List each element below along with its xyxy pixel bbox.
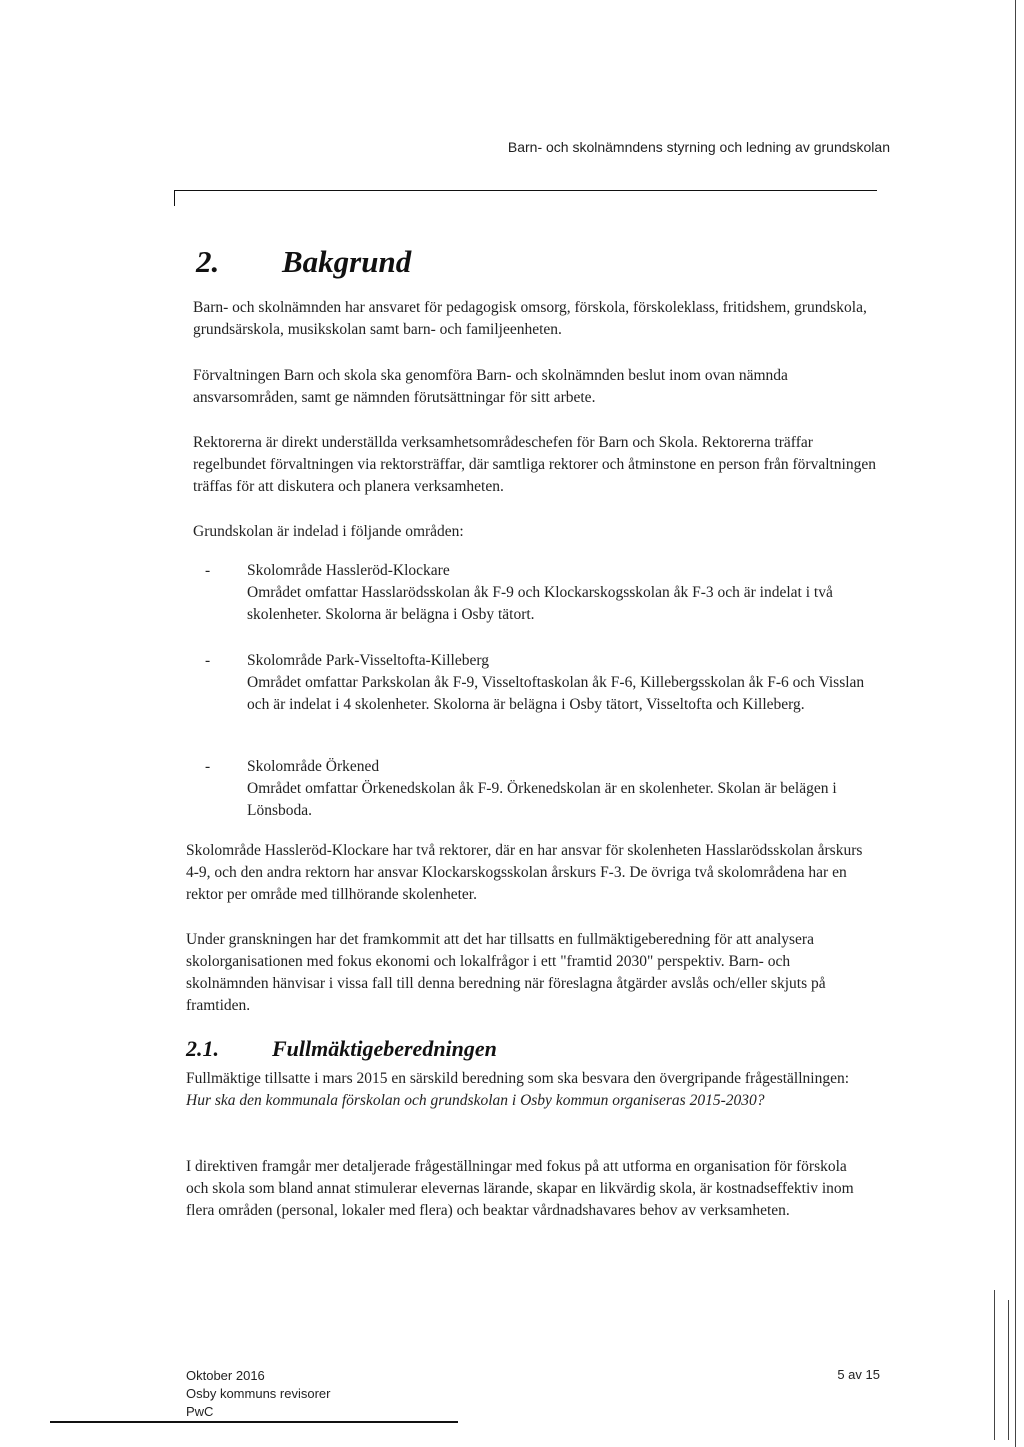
paragraph-administration: Förvaltningen Barn och skola ska genomföra Barn- och skolnämnden beslut inom ovan nämnda ansvarsområden, samt ge nämnden förutsättningar för sitt arbete. (193, 367, 788, 406)
paragraph-review-finding: Under granskningen har det framkommit att det har tillsatts en fullmäktigeberedning för att analysera skolorganisationen med fokus ekonomi och lokalfrågor i ett "framtid 2030" perspektiv. Barn- och skolnämnden hänvisar i vissa fall till denna beredning när föreslagna åtgärder avslås och/eller skjuts på framtiden. (186, 931, 826, 1014)
list-dash: - (205, 758, 211, 775)
area-description: Området omfattar Parkskolan åk F-9, Visseltoftaskolan åk F-6, Killebergsskolan åk F-6 och Visslan och är indelat i 4 skolenheter. Skolorna är belägna i Osby tätort, Visseltofta och Killeberg. (247, 674, 865, 713)
area-name: Skolområde Hassleröd-Klockare (247, 562, 450, 579)
footer-firm: PwC (186, 1404, 214, 1419)
section-heading (196, 244, 411, 280)
area-name: Skolområde Örkened (247, 758, 380, 775)
footer-org: Osby kommuns revisorer (186, 1386, 331, 1401)
scan-edge-line (1008, 1300, 1009, 1440)
list-dash: - (205, 562, 211, 579)
scan-edge-line (1015, 0, 1016, 1447)
subsection-number: 2.1. (186, 1036, 219, 1061)
section-title: Bakgrund (282, 244, 412, 279)
page-number: 5 av 15 (837, 1367, 880, 1382)
committee-lead: Fullmäktige tillsatte i mars 2015 en särskild beredning som ska besvara den övergripande frågeställningen: (186, 1070, 850, 1087)
paragraph-directives: I direktiven framgår mer detaljerade frågeställningar med fokus på att utforma en organisation för förskola och skola som bland annat stimulerar elevernas lärande, skapar en likvärdig skola, är kostnadseffektiv inom flera områden (personal, lokaler med flera) och beaktar vårdnadshavares behov av verksamheten. (186, 1158, 854, 1219)
footer-date: Oktober 2016 (186, 1368, 265, 1383)
committee-question: Hur ska den kommunala förskolan och grundskolan i Osby kommun organiseras 2015-2030? (186, 1092, 765, 1109)
section-number: 2. (196, 244, 220, 279)
paragraph-responsibility: Barn- och skolnämnden har ansvaret för pedagogisk omsorg, förskola, förskoleklass, fritidshem, grundskola, grundsärskola, musikskolan samt barn- och familjeenheten. (193, 299, 867, 338)
footer-rule (50, 1421, 458, 1423)
header-rule-tick (174, 190, 175, 206)
paragraph-areas-intro: Grundskolan är indelad i följande områden: (193, 523, 464, 540)
list-dash: - (205, 652, 211, 669)
subsection-heading (186, 1036, 497, 1062)
scan-edge-line (994, 1290, 995, 1440)
paragraph-principals: Rektorerna är direkt underställda verksamhetsområdeschefen för Barn och Skola. Rektorerna träffar regelbundet förvaltningen via rektorsträffar, där samtliga rektorer och åtminstone en person från förvaltningen träffas för att diskutera och planera verksamheten. (193, 434, 876, 495)
area-description: Området omfattar Örkenedskolan åk F-9. Örkenedskolan är en skolenheter. Skolan är belägen i Lönsboda. (247, 780, 837, 819)
paragraph-area-principals: Skolområde Hassleröd-Klockare har två rektorer, där en har ansvar för skolenheten Hasslarödsskolan årskurs 4-9, och den andra rektorn har ansvar Klockarskogsskolan årskurs F-3. De övriga två skolområdena har en rektor per område med tillhörande skolenheter. (186, 842, 863, 903)
area-name: Skolområde Park-Visseltofta-Killeberg (247, 652, 489, 669)
running-header: Barn- och skolnämndens styrning och ledning av grundskolan (507, 139, 890, 155)
header-rule (174, 190, 877, 191)
subsection-title: Fullmäktigeberedningen (272, 1036, 497, 1061)
paragraph-committee (186, 1068, 871, 1112)
area-description: Området omfattar Hasslarödsskolan åk F-9 och Klockarskogsskolan åk F-3 och är indelat i två skolenheter. Skolorna är belägna i Osby tätort. (247, 584, 833, 623)
footer (186, 1367, 330, 1421)
